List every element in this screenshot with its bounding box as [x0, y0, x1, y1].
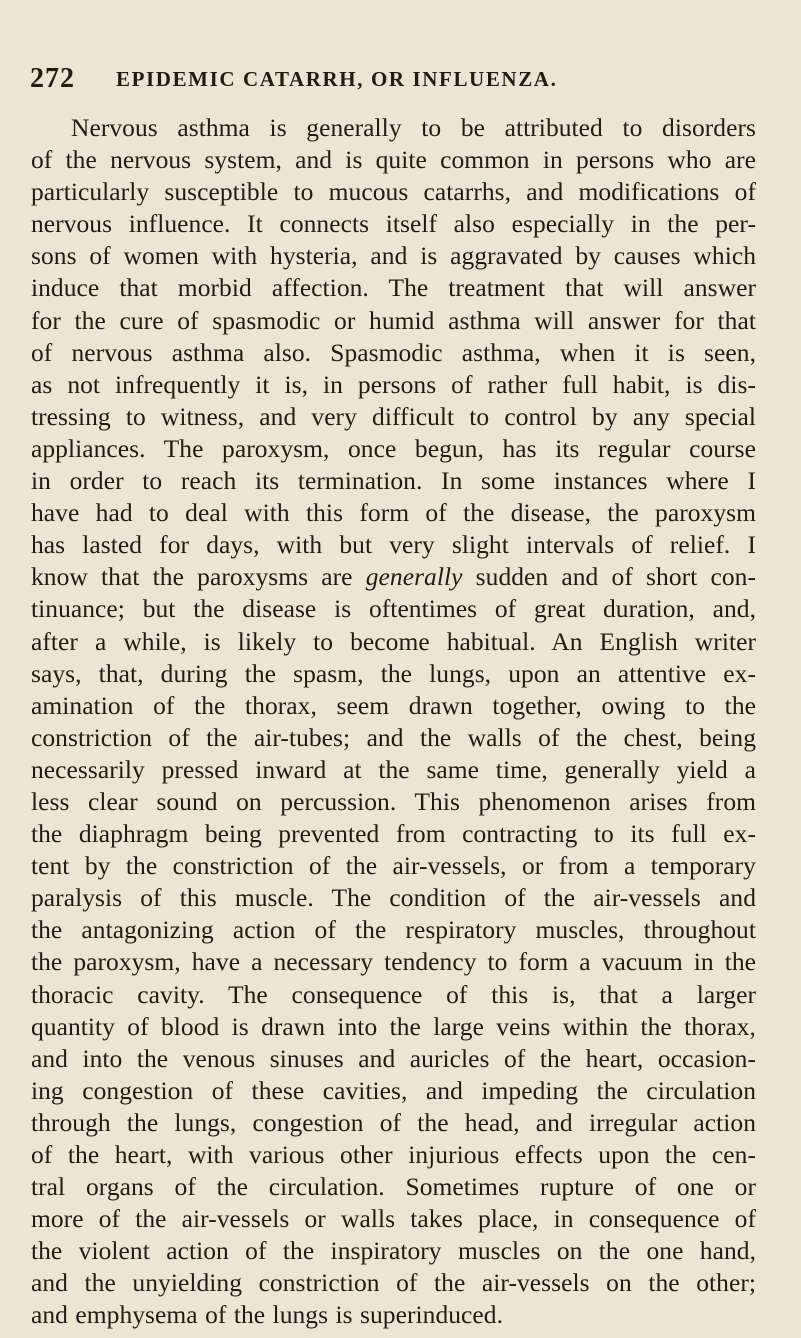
- text-line: tressing to witness, and very difficult to control by any special: [31, 401, 756, 431]
- text-line: know that the paroxysms are generally sudden and of short con-: [31, 562, 756, 592]
- text-line: as not infrequently it is, in persons of rather full habit, is dis-: [31, 369, 756, 399]
- text-line: quantity of blood is drawn into the large veins within the thorax,: [31, 1011, 756, 1041]
- text-line: and the unyielding constriction of the air-vessels on the other;: [31, 1268, 756, 1298]
- text-line: particularly susceptible to mucous catarrhs, and modifications of: [31, 177, 756, 207]
- text-line: more of the air-vessels or walls takes place, in consequence of: [31, 1204, 756, 1234]
- text-line: of the nervous system, and is quite common in persons who are: [31, 145, 756, 175]
- text-line: the antagonizing action of the respiratory muscles, throughout: [31, 915, 756, 945]
- text-line: and into the venous sinuses and auricles of the heart, occasion-: [31, 1043, 756, 1073]
- text-line: has lasted for days, with but very slight intervals of relief. I: [31, 530, 756, 560]
- text-line: constriction of the air-tubes; and the walls of the chest, being: [31, 722, 756, 752]
- body-paragraph: [31, 112, 756, 1332]
- text-line: paralysis of this muscle. The condition of the air-vessels and: [31, 883, 756, 913]
- text-line: of nervous asthma also. Spasmodic asthma, when it is seen,: [31, 337, 756, 367]
- text-line: necessarily pressed inward at the same time, generally yield a: [31, 754, 756, 784]
- text-line: have had to deal with this form of the disease, the paroxysm: [31, 498, 756, 528]
- text-line: through the lungs, congestion of the head, and irregular action: [31, 1107, 756, 1137]
- text-line: tinuance; but the disease is oftentimes of great duration, and,: [31, 594, 756, 624]
- text-line: thoracic cavity. The consequence of this is, that a larger: [31, 979, 756, 1009]
- text-line: amination of the thorax, seem drawn together, owing to the: [31, 690, 756, 720]
- text-line: less clear sound on percussion. This phenomenon arises from: [31, 786, 756, 816]
- page-header: [30, 62, 690, 96]
- text-line: tent by the constriction of the air-vessels, or from a temporary: [31, 851, 756, 881]
- text-line: of the heart, with various other injurious effects upon the cen-: [31, 1140, 756, 1169]
- text-line: tral organs of the circulation. Sometimes rupture of one or: [31, 1172, 756, 1202]
- text-line: sons of women with hysteria, and is aggravated by causes which: [31, 241, 756, 271]
- text-line: ing congestion of these cavities, and impeding the circulation: [31, 1075, 756, 1105]
- text-line: the violent action of the inspiratory muscles on the one hand,: [31, 1236, 756, 1266]
- text-line: says, that, during the spasm, the lungs, upon an attentive ex-: [31, 658, 756, 688]
- italic-emphasis: generally: [365, 562, 463, 592]
- text-line: after a while, is likely to become habitual. An English writer: [31, 626, 756, 656]
- running-title: EPIDEMIC CATARRH, OR INFLUENZA.: [116, 67, 558, 91]
- text-line: appliances. The paroxysm, once begun, has its regular course: [31, 433, 756, 463]
- text-line: Nervous asthma is generally to be attributed to disorders: [71, 113, 756, 142]
- text-line: and emphysema of the lungs is superinduced.: [31, 1300, 504, 1330]
- text-line: induce that morbid affection. The treatment that will answer: [31, 273, 756, 303]
- page-number: 272: [30, 63, 75, 94]
- text-line: the diaphragm being prevented from contracting to its full ex-: [31, 819, 756, 849]
- text-line: in order to reach its termination. In some instances where I: [31, 466, 756, 496]
- text-line: for the cure of spasmodic or humid asthma will answer for that: [31, 305, 756, 335]
- text-line: nervous influence. It connects itself also especially in the per-: [31, 209, 756, 239]
- text-line: the paroxysm, have a necessary tendency to form a vacuum in the: [31, 947, 756, 977]
